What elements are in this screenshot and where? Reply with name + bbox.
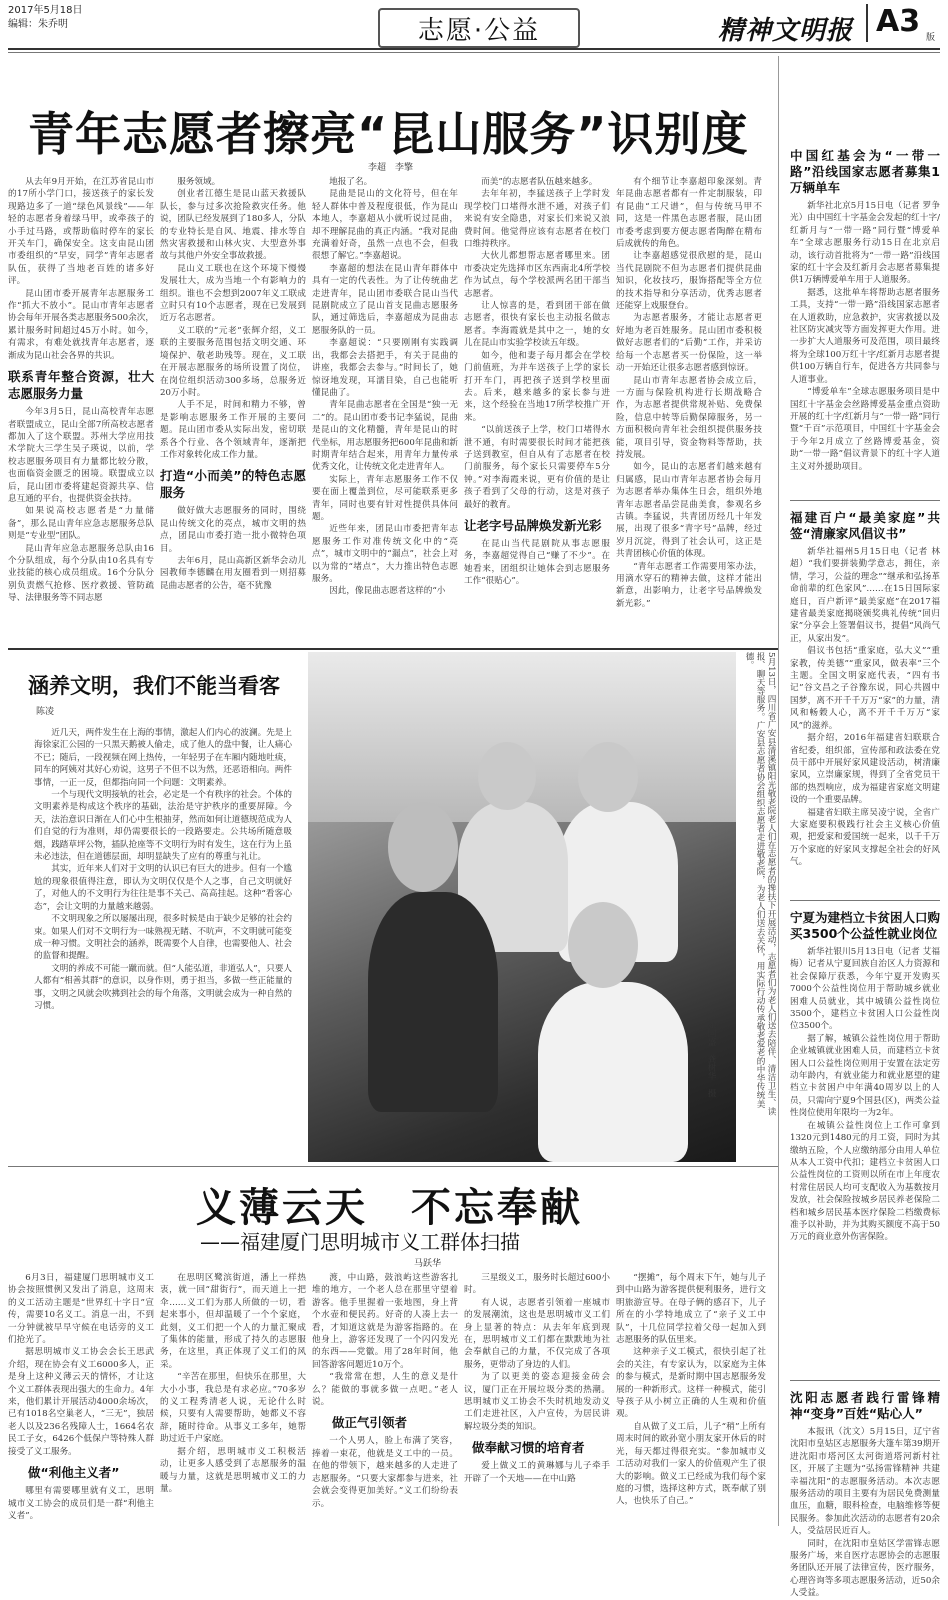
paragraph: 昆山团市委开展青年志愿服务工作“抓大不放小”。昆山市青年志愿者协会每年开展各类志愿服务500余次，累计服务时间超过45万小时。如今，有需求，有难处就找青年志愿者，逐渐成为昆山社会各界的共识。 [8,288,154,361]
paragraph: 不文明现象之所以屡屡出现，很多时候是由于缺少足够的社会约束。如果人们对不文明行为一味熟视无睹、不吭声，不文明就可能变成一种习惯。文明社会的涵养，既需要个人自律，也需要他人、社会的监督和提醒。 [34,914,292,962]
sidebar-story-4 [790,1390,940,1599]
feature-subtitle: ——福建厦门思明城市义工群体扫描 [200,1230,520,1254]
paragraph: 青年昆曲志愿者在全国是“独一无二”的。昆山团市委书记李猛说，昆曲是昆山的文化精髓，青年是昆山的时代坐标，用志愿服务把600年昆曲和新时期青年结合起来，用青年力量传承优秀文化，让传统文化走进青年人。 [312,400,458,473]
feature-subhead-3: 做奉献习惯的培育者 [472,1440,585,1456]
paragraph: 大伙儿都想帮志愿者哪里来。团市委决定先选择市区东西南北4所学校作为试点，每个学校派两名团干部当志愿者。 [464,251,610,299]
feature-column-3 [312,1272,458,1528]
paragraph: 有人说，志愿者引领着一座城市的发展潮流，这也是思明城市义工们身上显著的特点：从去年年底到现在，思明城市义工们都在默默地为社会奉献自己的力量，不仅完成了各项服务，更带动了身边的人们。 [464,1297,610,1370]
paragraph: 近几天，两件发生在上海的事情，激起人们内心的波澜。先是上海徐家汇公园的一只黑天鹅被人偷走，成了他人的盘中餐，让人痛心不已；随后，一段视频在网上热传，一年轻男子在车厢内随地吐痰，同车的阿姨对其好心劝说，这男子不但不以为然，还恶语相向。两件事情，一正一反，但都指向同一个问题：文明素养。 [34,728,292,788]
issue-date: 2017年5月18日 [8,5,83,16]
sidebar-divider [778,56,779,1526]
paragraph: 人手不足，时间和精力不够，曾是影响志愿服务工作开展的主要问题。昆山团市委从实际出发，密切联系各个行业、各个领域青年，逐渐把工作对象转化成工作力量。 [160,400,306,460]
paragraph: 据介绍，2016年福建省妇联联合省纪委，组织部，宣传部和政法委在党员干部中开展好家风建设活动，树清廉家风，立崇廉家规，得到了全省党员干部的热烈响应，成为福建省家庭文明建设的一个重要品牌。 [790,733,940,806]
photo-credit: 张国盛 龚树华 摄 [706,1020,716,1098]
paragraph: 新华社北京5月15日电（记者 罗争光）由中国红十字基金会发起的红十字/红新月与“一带一路”同行暨“博爱单车”全球志愿服务行动15日在北京启动，该行动首批将为“一带一路”沿线国家的红十字会及红新月会志愿者募集提供1万辆博爱单车用于人道服务。 [790,201,940,286]
paragraph: 爱上做义工的黄琳娜与儿子牵手开辟了一个天地——在中山路 [464,1461,610,1484]
paragraph: 倡议书包括“重家庭，弘大义”“重家教，传美德”“重家风，做表率”三个主题。全国文明家庭代表，“四有书记”谷文昌之子谷豫东说，同心共圆中国梦，离不开千千万万“家”的力量，清风和畅穀人心，离不开千千万万“家风”的滋养。 [790,646,940,731]
paragraph: 在昆山当代昆剧院从事志愿服务，李嘉超觉得自己“赚了不少”。在她看来，团组织让她体会到志愿服务工作“很贴心”。 [464,538,610,587]
feature-subhead-1: 做“利他主义者” [28,1465,120,1481]
paragraph: 实际上，青年志愿服务工作不仅要在面上覆盖到位，尽可能联系更多青年，同时也要有针对性提供具体问题。 [312,474,458,522]
feature-column-1 [8,1272,154,1528]
sidebar-story-title: 宁夏为建档立卡贫困人口购买3500个公益性就业岗位 [790,910,941,941]
sidebar-story-title: 中国红基会为“一带一路”沿线国家志愿者募集1万辆单车 [790,148,940,195]
paragraph: 一个与现代文明接轨的社会，必定是一个有秩序的社会。个体的文明素养是构成这个秩序的基础，法治是守护秩序的重要屏障。今天，法治意识日渐在人们心中生根抽芽，然而如何让道德规范成为人们自觉的行为准则，却仍需要很长的一段路要走。公共场所随意吸烟，践踏草坪公物，插队抢座等不文明行为时有发生，这在行为上虽未必违法，但在道德层面，却明显缺失了应有的尊重与礼让。 [34,790,292,863]
paragraph: 去年年初，李猛送孩子上学时发现学校门口堵得水泄不通，对孩子们来说有安全隐患，对家长们来说又浪费时间。他觉得应该有志愿者在校门口维持秩序。 [464,189,610,250]
paragraph: 自从做了义工后，儿子“稍”上所有周末时间的欧孙宽小朋友家开休后的时光，每天都过得很充实。“参加城市义工活动对我们一家人的价值观产生了很大的影响。做义工已经成为我们每个家庭的习惯，选择这种方式，既奉献了别人，也快乐了自己。” [616,1421,766,1507]
news-photo [308,652,736,1162]
masthead-rule [8,48,940,50]
paragraph: 文明的养成不可能一蹴而就。但“人能弘道，非道弘人”，只要人人都有“相善其群”的意识，以身作则，勇于担当，多做一些正能量的事，文明之风就会吹拂到社会的每个角落，文明就会成为一种自然的习惯。 [34,963,293,1011]
paragraph: 如果说高校志愿者是“力量储备”，那么昆山青年应急志愿服务总队则是“专业型”团队。 [8,506,154,542]
paragraph: 在城镇公益性岗位上工作可拿到1320元到1480元的月工资，同时为其缴纳五险，个人应缴纳部分由用人单位从本人工资中代扣；建档立卡贫困人口公益性岗位的工资则以所在市上年度农村常住居民人均可支配收入为基数按月发放，社会保险按城乡居民养老保险二档和城乡居民基本医疗保险二档缴费标准予以补助，并为其购买额度不高于50万元的商业意外伤害保险。 [790,1120,940,1243]
photo-figure [478,742,536,810]
paragraph: 同时，在沈阳市皇姑区学雷锋志愿服务广场，来自医疗志愿协会的志愿服务团队还开展了法律宣传，医疗服务，心理咨询等多项志愿服务活动，近50余人受益。 [790,1538,940,1599]
paragraph: “以前送孩子上学，校门口堵得水泄不通，有时需要很长时间才能把孩子送到教室，但自从有了志愿者在校门前服务，每个家长只需要停车5分钟。”对李海霞来说，更有价值的是让孩子看到了父母的行动，这是对孩子最好的教育。 [464,425,610,510]
paragraph: 为志愿者服务，才能让志愿者更好地为老百姓服务。昆山团市委积极做好志愿者们的“后勤”工作，并采访给每一个志愿者买一份保险，这一举动一开始还让很多志愿者感到惊讶。 [616,313,762,374]
page-number-suffix: 版 [926,33,936,43]
page-number: A3 [876,4,921,39]
paragraph: 其实，近年来人们对于文明的认识已有巨大的进步。但有一个尴尬的现象很值得注意，即认为文明仅仅是个人之事，自己文明就好了，对他人的不文明行为往往是事不关己、高高挂起。这种“看客心态”，会让文明的力量越来越弱。 [34,864,292,912]
paragraph: 近些年来，团昆山市委把青年志愿服务工作对准传统文化中的“亮点”，城市文明中的“漏点”，社会上对以为常的“堵点”，大力推出特色志愿服务。 [312,524,458,584]
essay-body [34,727,292,1137]
lead-subhead-3: 让老字号品牌焕发新光彩 [464,517,602,533]
photo-figure [388,802,458,892]
paragraph: 昆山义工联也在这个环境下慢慢发展壮大，成为当地一个有影响力的组织。谁也不会想到2007年义工联成立时只有10个志愿者，现在已发展到近万名志愿者。 [160,263,306,324]
sidebar-rule [790,1380,940,1381]
paragraph: 做好做大志愿服务的同时，围绕昆山传统文化的亮点，城市文明的热点，团昆山市委打造一批小微特色项目。 [160,506,306,554]
paragraph: “摆摊”，每个周末下午，她与儿子到中山路为游客提供便利服务，进行文明旅游宣导。在母子俩的感召下，儿子所在的小学特地成立了“亲子义工中队”，十几位同学拉着父母一起加入到志愿服务的队伍里来。 [616,1273,766,1346]
sidebar-story-2 [790,510,940,892]
paragraph: 今年3月5日，昆山高校青年志愿者联盟成立，昆山全部7所高校志愿者都加入了这个联盟。苏州大学应用技术学院大三学生吴子瑛说，以前，学校志愿服务项目有力量都比较分散，也面临资金匮乏的困境。联盟成立以后，昆山团市委将建起资源共享、信息互通的平台，也提供资金扶持。 [8,407,154,504]
paragraph: 让人惊喜的是，看到团干部在做志愿者，很快有家长也主动报名做志愿者。李海霞就是其中之一，她的女儿在昆山市实验学校读五年级。 [464,301,610,349]
masthead-rule-thin [8,52,940,53]
paragraph: 创业者江德生是昆山蓝天救援队队长，参与过多次抢险救灾任务。他说，团队已经发展到了180多人，分队的专业特长是自风、地震、排水等自然灾害救援和山林火灾、大型意外事故与其他户外安全事故救援。 [160,189,306,262]
paragraph: 从去年9月开始，在江苏省昆山市的17所小学门口，接送孩子的家长发现路边多了一道“绿色风景线”——年轻的志愿者身着绿马甲，或牵孩子的小手过马路，或帮助临时停车的家长开关车门，确保安全。这支由昆山团市委组织的“早安，同学”青年志愿者队伍，获得了当地老百姓的诸多好评。 [8,177,154,287]
paragraph: 义工联的“元老”张辉介绍，义工联的主要服务范围包括文明交通、环境保护、敬老助残等。现在，义工联在开展志愿服务的场所设置了岗位，在岗位组织活动300多场，总服务近20万小时。 [160,325,306,398]
paragraph: 因此，像昆曲志愿者这样的“小 [329,586,446,597]
paragraph: 如今，他和妻子每月都会在学校门前值班，为并车送孩子上学的家长打开车门，再把孩子送到学校里面去。后来，越来越多的家长参与进来，这个经验在当地17所学校推广开来。 [464,350,610,423]
lead-byline: 李超 李擎 [368,163,414,173]
paragraph: 昆曲是昆山的文化符号，但在年轻人群体中普及程度很低，作为昆山本地人，李嘉超从小就听说过昆曲，却不理解昆曲的真正内涵。“我对昆曲充满着好奇，虽然一点也不会，但我很想了解它。”李嘉超说。 [312,189,458,262]
section-label: 志愿·公益 [378,8,580,48]
paragraph: 这种亲子义工模式，很快引起了社会的关注，有专家认为，以家庭为主体的参与模式，是新时期中国志愿服务发展的一种新形式。这样一种模式，能引导孩子从小树立正确的人生观和价值观。 [616,1347,766,1420]
lead-subhead-1: 联系青年整合资源，壮大志愿服务力量 [8,369,154,402]
paragraph: 6月3日，福建厦门思明城市义工协会按照惯例又发出了消息，这周末的义工活动主题是“世界红十字日”宣传，需要10名义工。消息一出，不到一分钟就被早早守候在电话旁的义工们抢光了。 [8,1273,154,1346]
newspaper-logo: 精神文明报 [718,16,854,46]
lead-column-1 [8,176,154,642]
paragraph: 有个细节让李嘉超印象深刻。青年昆曲志愿者都有一件定制服装，印有昆曲“工尺谱”，但与传统马甲不同，这是一件黑色志愿者服，昆山团市委考虑到要方便志愿者陶醉在精布后成就传的角色。 [616,177,762,250]
feature-column-5 [616,1272,766,1528]
sidebar-rule [790,900,940,901]
sidebar-story-3 [790,910,940,1372]
lead-headline: 青年志愿者擦亮“昆山服务”识别度 [28,107,749,161]
paragraph: 据悉，这批单车将帮助志愿者服务工具，支持“一带一路”沿线国家志愿者在人道救助，应急救护，灾害救援以及社区防灾减灾等方面发挥更大作用。进一步扩大人道服务可及范围，项目最终将为全球100万红十字/红新月志愿者提供100万辆自行车，促进各方共同参与人道事业。 [790,287,940,385]
essay-author: 陈凌 [36,707,55,717]
lead-column-3 [312,176,458,642]
lead-column-5 [616,176,762,642]
paragraph: 为了以更美的姿态迎接金砖会议，厦门正在开展垃圾分类的热潮。思明城市义工协会不失时机地发动义工们走进社区，入户宣传，为居民讲解垃圾分类的知识。 [464,1372,610,1432]
paragraph: 让李嘉超感觉很欣慰的是，昆山当代昆剧院不但为志愿者们提供昆曲知识，化妆技巧，服饰搭配等全方位的技术指导和分享活动，优秀志愿者还能穿上戏服登台。 [616,251,762,312]
feature-headline: 义薄云天 不忘奉献 [196,1185,583,1231]
paragraph: 昆山青年应急志愿服务总队由16个分队组成，每个分队由10名具有专业技能的核心成员组成。16个分队分别负责燃气抢修、医疗救援、管防疏导、法律服务等不同志愿 [8,543,154,604]
editor-credit: 编辑：朱乔明 [8,19,68,30]
paragraph: 哪里有需要哪里就有义工，思明城市义工协会的成员们是一群“利他主义者”。 [8,1486,154,1521]
paragraph: “青年志愿者工作需要用笨办法，用滴水穿石的精神去做，这样才能出新意，出影响力，让老字号品牌焕发新光彩。” [616,561,762,609]
photo-figure [578,742,638,812]
feature-subhead-2: 做正气引领者 [332,1415,408,1431]
paragraph: 本报讯（沈文）5月15日，辽宁省沈阳市皇姑区志愿服务大篷车第39期开进沈阳市塔河区太河街道塔河新村社区，开展了主题为“弘扬雷锋精神 共建幸福沈阳”的志愿服务活动。本次志愿服务活动的项目主要有为居民免费测量血压，血糖，眼科检查，电脑维修等便民服务。参加此次活动的志愿者有20余人，受益居民近百人。 [790,1427,940,1537]
feature-column-4 [464,1272,610,1528]
paragraph: 一个人男人，脸上布满了笑容，捧着一束花，他就是义工中的一员。在他的带领下，越来越多的人走进了志愿服务。“只要大家都参与进来，社会就会变得更加美好。”义工们纷纷表示。 [312,1436,458,1509]
lead-column-2 [160,176,306,642]
essay-box [12,658,300,1158]
feature-column-2 [160,1272,306,1528]
photo-figure [368,892,498,1112]
paragraph: 在思明区鹭滨街道，潘上一样热衷，就一回“甜街行”，而天道上一把伞……义工们为那人所做的一切，看起来事小，但却温暖了一个个家庭，此刻，义工们把一个人的力量汇聚成了集体的能量，形成了持久的志愿服务，在这里，真正体现了义工们的风采。 [160,1273,306,1370]
paragraph: 去年6月，昆山高新区新华会动儿园教师李德麟在用友圈看到一则招募昆曲志愿者的公告，毫不犹豫 [160,555,306,591]
paragraph: “辛苦在那里，但快乐在那里，大大小小事，我总是有求必应。”70多岁的义工程秀清老人说，无论什么时候，只要有人需要帮助，她都义不容辞，随时待命。从事义工多年，她帮助过近千户家庭。 [160,1372,306,1445]
sidebar-story-title: 福建百户“最美家庭”共签“清廉家风倡议书” [790,510,940,541]
paragraph: 新华社银川5月13日电（记者 艾福梅）记者从宁夏回族自治区人力资源和社会保障厅获悉，今年宁夏开发购买7000个公益性岗位用于帮助城乡就业困难人员就业，其中城镇公益性岗位3500个，建档立卡贫困人口公益性岗位3500个。 [790,947,940,1032]
sidebar-story-title: 沈阳志愿者践行雷锋精神“变身”百姓“贴心人” [790,1390,940,1421]
paragraph: 李嘉超的想法在昆山青年群体中具有一定的代表性。为了让传统曲艺走进青年，昆山团市委联合昆山当代昆剧院成立了昆山首支昆曲志愿服务队，通过筛选后，李嘉超成为昆曲志愿服务队的一员。 [312,263,458,336]
paragraph: 如今，昆山的志愿者们越来越有归属感，昆山市青年志愿者协会每月为志愿者举办集体生日会，组织外地青年志愿者品尝昆曲美食，参观名乡古镇。李猛说，共青团历经几十年发展，出现了很多“青字号”品牌，经过岁月沉淀，得到了社会认可，这正是共青团核心价值的体现。 [616,462,762,560]
paragraph: 福建省妇联主席吴凌宁说，全省广大家庭要积极践行社会主义核心价值观，把爱家和爱国统一起来，以千千万万个家庭的好家风支撑起全社会的好风气。 [790,807,940,868]
paragraph: “我常常在想，人生的意义是什么？能做的事就多做一点吧。”老人说。 [312,1372,458,1408]
paragraph: 服务领域。 [177,177,221,187]
lead-column-4 [464,176,610,642]
photo-figure [538,982,688,1162]
paragraph: 据介绍，思明城市义工积极活动，让更多人感受到了志愿服务的温暖与力量，这就是思明城市义工的力量。 [160,1446,306,1494]
sidebar-rule [790,500,940,501]
paragraph: 三星级义工，服务时长超过600小时。 [464,1273,610,1296]
feature-byline: 马跃华 [414,1259,442,1269]
lead-subhead-2: 打造“小而美”的特色志愿服务 [160,468,306,501]
paragraph: 据思明城市义工协会会长王思武介绍，现在协会有义工6000多人，正是身上这种义薄云天的情怀，才让这个义工群体表现出强大的生命力。4年来，他们累计开展活动4000余场次，已有1018名空巢老人，“三无”，独居老人以及236名残障人士，1664名农民工子女，6426个低保户等特殊人群接受了义工服务。 [8,1347,154,1457]
paragraph: 渡，中山路，鼓浪屿这些游客扎堆的地方，一个老人总在那里守望着游客。他手里握着一张地图，身上背个水壶和便民药。好奇的人凑上去一看，才知道这就是为游客指路的。在他身上，游客还发现了一个闪闪发光的东西——党徽。用了28年时间，他回答游客问题近10万个。 [312,1273,458,1370]
paragraph: 昆山市青年志愿者协会成立后，一方面与保险机构进行长期战略合作，为志愿者提供常规补贴、免费保险，信息中转等后勤保障服务，另一方面积极向青年社会组织提供服务技能，项目引导，资金物料等帮助，扶持发展。 [616,375,762,460]
paragraph: 李嘉超说：“只要刚刚有实践调出，我都会去搭把手，有关于昆曲的讲座，我都会去参与。”时间长了，她惊讶地发现，耳濡目染，自己也能听懂昆曲了。 [312,338,458,398]
sidebar-story-1 [790,148,940,492]
essay-title: 涵养文明，我们不能当看客 [28,674,280,698]
paragraph: 新华社福州5月15日电（记者 林超）“我们要拼装勤学意志，拥住，亲情，学习，公益的理念”“继承和弘扬革命前辈的红色家风”……在15日国际家庭日，百户新评“最美家庭”在2017福建省最美家庭揭晓颁奖典礼传统“回归家”分享会上签署倡议书，提倡“风尚气正，从家出发”。 [790,547,940,644]
paragraph: 据了解，城镇公益性岗位用于帮助企业城镇就业困难人员，而建档立卡贫困人口公益性岗位则用于安置在法定劳动年龄内，有就业能力和就业愿望的建档立卡贫困户中年满40周岁以上的人员，只需向宁夏9个国县(区)，两类公益性岗位使用年限均一为2年。 [790,1033,940,1119]
photo-caption: 5月13日，四川省广安县清溪镇阳光敬老院老人们在志愿者的搀扶下开展活动，志愿者们为老人们送去陪伴、清洁卫生、读报、聊天等服务。广安县志愿者协会组织志愿者走进敬老院，为老人们送去关怀，用实际行动传承敬老爱老的中华传统美德。 [744,652,776,1116]
masthead-info [8,4,83,32]
paragraph: 地报了名。 [329,177,373,187]
section-rule [8,1166,778,1167]
paragraph: 而美”的志愿者队伍越来越多。 [481,177,598,187]
masthead-divider [866,4,868,42]
section-rule [8,648,778,650]
photo-figure [568,902,638,988]
paragraph: “博爱单车”全球志愿服务项目是中国红十字基金会丝路博爱基金重点资助开展的红十字/红新月与“一带一路”同行暨“千百”示范项目，中国红十字基金会于今年2月成立了丝路博爱基金，资助“一带一路”倡议背景下的红十字人道主义对外援助项目。 [790,387,940,472]
